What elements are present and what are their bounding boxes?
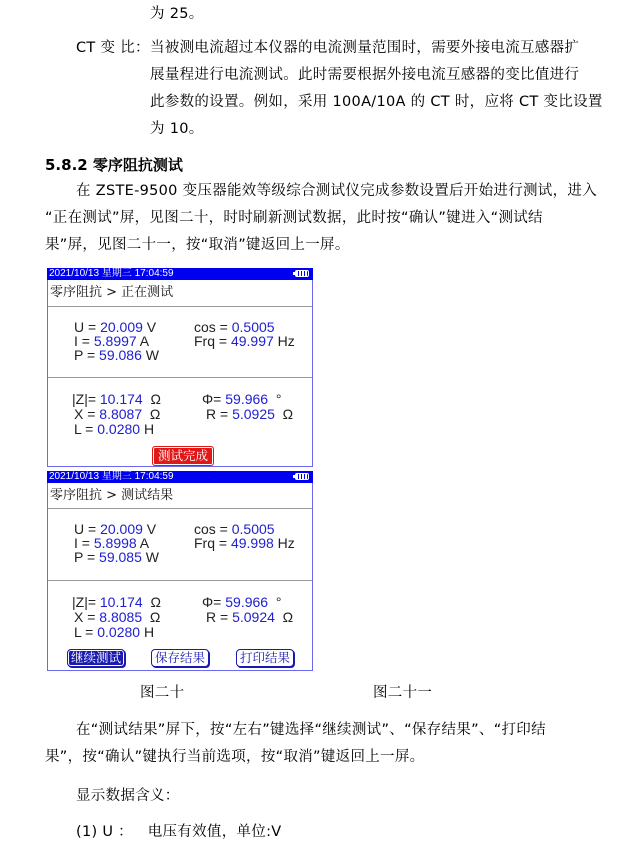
ct-ratio-label: CT 变 比： xyxy=(76,40,150,56)
continue-test-button[interactable]: 继续测试 xyxy=(67,649,125,667)
text-line: 为 25。 xyxy=(150,6,204,22)
reading-i: I = 5.8997 A xyxy=(74,333,150,349)
screen-title: 零序阻抗 > 测试结果 xyxy=(50,488,174,503)
reading-frq: Frq = 49.997 Hz xyxy=(194,333,295,349)
reading-l: L = 0.0280 H xyxy=(74,624,155,640)
status-bar xyxy=(47,471,313,483)
text-line: 展量程进行电流测试。此时需要根据外接电流互感器的变比值进行 xyxy=(150,67,580,83)
text-line: 果”，按“确认”键执行当前选项，按“取消”键返回上一屏。 xyxy=(45,749,425,765)
figure-caption-21: 图二十一 xyxy=(373,685,433,701)
divider xyxy=(48,377,312,378)
divider xyxy=(48,580,312,581)
text-line: 在 ZSTE-9500 变压器能效等级综合测试仪完成参数设置后开始进行测试，进入 xyxy=(76,183,598,199)
section-heading: 5.8.2 零序阻抗测试 xyxy=(45,156,183,174)
reading-z: |Z|= 10.174 Ω xyxy=(72,594,161,610)
text-line: 当被测电流超过本仪器的电流测量范围时，需要外接电流互感器扩 xyxy=(150,40,580,56)
reading-z: |Z|= 10.174 Ω xyxy=(72,391,161,407)
reading-phi: Φ= 59.966 ° xyxy=(202,594,282,610)
save-result-button[interactable]: 保存结果 xyxy=(151,649,209,667)
datetime: 2021/10/13 星期三 17:04:59 xyxy=(49,471,174,482)
battery-icon xyxy=(295,473,309,480)
print-result-button[interactable]: 打印结果 xyxy=(236,649,294,667)
meaning-title: 显示数据含义： xyxy=(76,788,180,804)
device-screen-results xyxy=(47,471,313,671)
reading-x: X = 8.8085 Ω xyxy=(74,609,161,625)
screen-title: 零序阻抗 > 正在测试 xyxy=(50,285,174,300)
device-screen-testing xyxy=(47,268,313,467)
reading-r: R = 5.0925 Ω xyxy=(206,406,294,422)
reading-u: U = 20.009 V xyxy=(74,521,157,537)
text-line: “正在测试”屏，见图二十，时时刷新测试数据，此时按“确认”键进入“测试结 xyxy=(45,210,543,226)
reading-l: L = 0.0280 H xyxy=(74,421,155,437)
reading-p: P = 59.086 W xyxy=(74,347,159,363)
reading-r: R = 5.0924 Ω xyxy=(206,609,294,625)
text-line: 在“测试结果”屏下，按“左右”键选择“继续测试”、“保存结果”、“打印结 xyxy=(76,722,546,738)
datetime: 2021/10/13 星期三 17:04:59 xyxy=(49,268,174,279)
reading-p: P = 59.085 W xyxy=(74,549,159,565)
reading-i: I = 5.8998 A xyxy=(74,535,150,551)
reading-cos: cos = 0.5005 xyxy=(194,521,275,537)
divider xyxy=(48,306,312,307)
reading-u: U = 20.009 V xyxy=(74,319,157,335)
status-bar xyxy=(47,268,313,280)
battery-icon xyxy=(295,270,309,277)
divider xyxy=(48,508,312,509)
figure-caption-20: 图二十 xyxy=(140,685,185,701)
reading-frq: Frq = 49.998 Hz xyxy=(194,535,295,551)
reading-cos: cos = 0.5005 xyxy=(194,319,275,335)
reading-x: X = 8.8087 Ω xyxy=(74,406,161,422)
text-line: 此参数的设置。例如，采用 100A/10A 的 CT 时，应将 CT 变比设置 xyxy=(150,94,603,110)
reading-phi: Φ= 59.966 ° xyxy=(202,391,282,407)
test-complete-badge: 测试完成 xyxy=(152,446,214,466)
text-line: 为 10。 xyxy=(150,121,204,137)
text-line: 果”屏，见图二十一，按“取消”键返回上一屏。 xyxy=(45,237,350,253)
list-item: (1) U ： 电压有效值，单位:V xyxy=(76,824,282,840)
